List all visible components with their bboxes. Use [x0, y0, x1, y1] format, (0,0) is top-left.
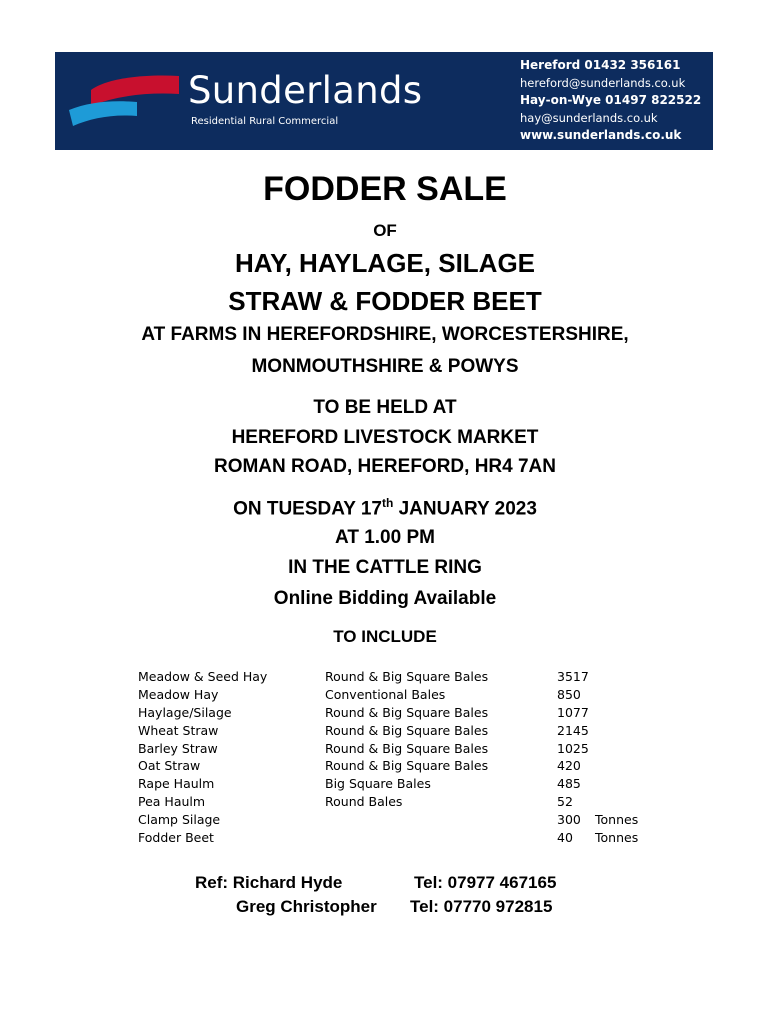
sunderlands-logo-icon — [67, 72, 179, 130]
item-quantity: 2145 — [557, 722, 589, 738]
brand-tagline: Residential Rural Commercial — [191, 116, 339, 127]
venue-line-1: TO BE HELD AT — [313, 397, 457, 418]
item-bale-type: Round & Big Square Bales — [325, 758, 489, 774]
online-bidding-note: Online Bidding Available — [273, 588, 497, 609]
item-bale-type: Round & Big Square Bales — [325, 704, 489, 720]
table-row — [0, 793, 770, 811]
reference-phone-1: Tel: 07977 467165 — [414, 873, 557, 892]
products-line-2: STRAW & FODDER BEET — [228, 286, 542, 316]
item-quantity: 52 — [557, 794, 573, 810]
item-quantity: 3517 — [557, 669, 589, 684]
farms-line-1: AT FARMS IN HEREFORDSHIRE, WORCESTERSHIRE, — [141, 324, 629, 345]
venue-line-2: HEREFORD LIVESTOCK MARKET — [231, 427, 539, 448]
table-row — [0, 668, 770, 686]
contact-line: Hay-on-Wye 01497 822522 — [520, 93, 702, 107]
sale-date-rest: JANUARY 2023 — [393, 498, 537, 520]
contact-line: Hereford 01432 356161 — [520, 58, 681, 72]
of-label: OF — [373, 221, 397, 240]
item-bale-type: Conventional Bales — [325, 686, 446, 702]
item-quantity: 40 — [557, 830, 573, 846]
reference-contact-1: Ref: Richard Hyde — [195, 873, 343, 892]
table-row — [0, 704, 770, 722]
include-heading: TO INCLUDE — [333, 627, 437, 646]
item-bale-type: Round & Big Square Bales — [325, 722, 489, 738]
item-product: Meadow & Seed Hay — [138, 669, 268, 684]
item-bale-type: Round Bales — [325, 794, 403, 810]
item-product: Clamp Silage — [138, 812, 221, 828]
sale-date-prefix: ON TUESDAY 17 — [233, 498, 382, 520]
reference-phone-2: Tel: 07770 972815 — [410, 897, 553, 916]
farms-line-2: MONMOUTHSHIRE & POWYS — [251, 356, 519, 377]
items-table — [0, 668, 770, 847]
table-row — [0, 811, 770, 829]
item-unit: Tonnes — [595, 812, 639, 828]
brand-name: Sunderlands — [188, 69, 423, 112]
item-quantity: 420 — [557, 758, 581, 774]
item-product: Barley Straw — [138, 740, 218, 756]
contact-block — [520, 57, 710, 145]
item-quantity: 1025 — [557, 740, 589, 756]
reference-contact-2: Greg Christopher — [236, 897, 377, 916]
item-product: Rape Haulm — [138, 776, 215, 792]
sale-date — [0, 497, 770, 518]
table-row — [0, 775, 770, 793]
item-bale-type: Round & Big Square Bales — [325, 669, 489, 684]
item-quantity: 485 — [557, 776, 581, 792]
header-banner — [55, 52, 713, 150]
item-product: Wheat Straw — [138, 722, 219, 738]
sale-location: IN THE CATTLE RING — [288, 557, 482, 578]
table-row — [0, 740, 770, 758]
sale-time: AT 1.00 PM — [335, 527, 435, 548]
item-unit: Tonnes — [595, 830, 639, 846]
venue-address: ROMAN ROAD, HEREFORD, HR4 7AN — [213, 456, 557, 477]
page-title: FODDER SALE — [263, 170, 507, 208]
products-line-1: HAY, HAYLAGE, SILAGE — [234, 248, 536, 278]
table-row — [0, 829, 770, 847]
item-product: Haylage/Silage — [138, 704, 232, 720]
item-quantity: 850 — [557, 686, 581, 702]
item-bale-type: Big Square Bales — [325, 776, 431, 792]
table-row — [0, 757, 770, 775]
contact-line: hereford@sunderlands.co.uk — [520, 75, 686, 90]
item-bale-type: Round & Big Square Bales — [325, 740, 489, 756]
table-row — [0, 722, 770, 740]
item-product: Fodder Beet — [138, 830, 214, 846]
item-product: Pea Haulm — [138, 794, 206, 810]
contact-line: www.sunderlands.co.uk — [520, 128, 682, 142]
item-quantity: 300 — [557, 812, 581, 828]
table-row — [0, 686, 770, 704]
contact-line: hay@sunderlands.co.uk — [520, 110, 658, 125]
item-product: Meadow Hay — [138, 686, 219, 702]
item-quantity: 1077 — [557, 704, 589, 720]
item-product: Oat Straw — [138, 758, 201, 774]
sale-date-ordinal: th — [381, 496, 394, 510]
